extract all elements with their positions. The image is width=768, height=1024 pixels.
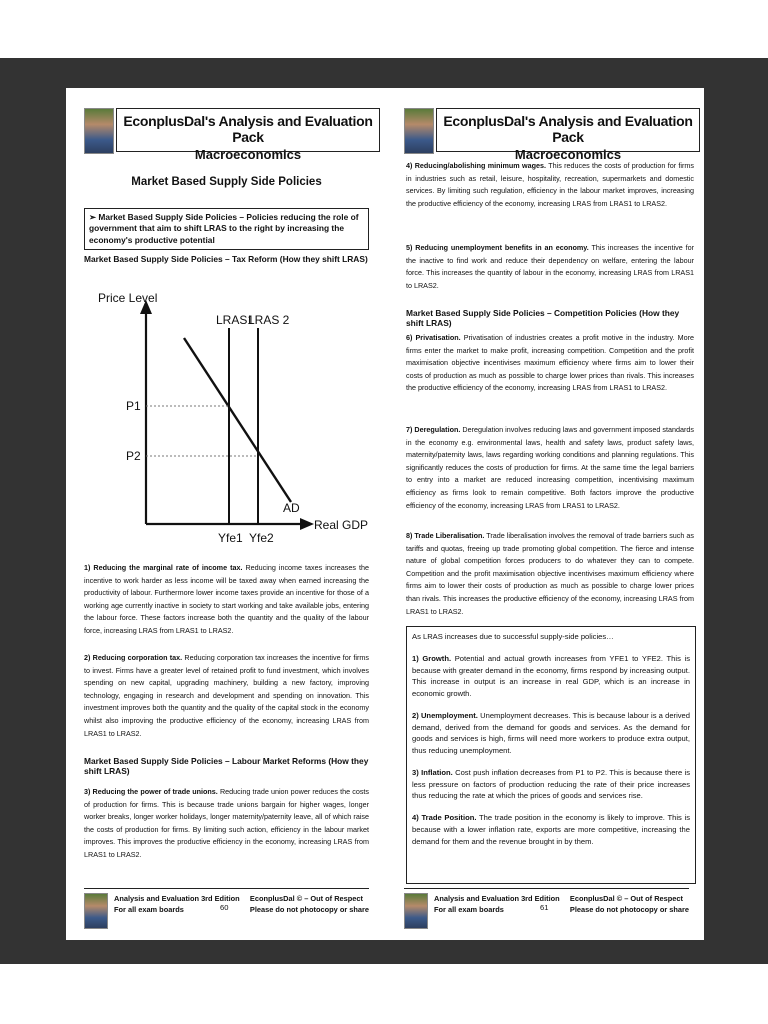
labour-market-heading: Market Based Supply Side Policies – Labour Market Reforms (How they shift LRAS) [84,756,369,776]
header-title-box [116,108,380,162]
ad-label: AD [283,501,300,515]
box-trade-position: 4) Trade Position. The trade position in the economy is likely to improve. This is because with a lower inflation rate, exports are more competitive, increasing the demand for them and the revenue brought in by them. [412,813,690,846]
paragraph-corporation-tax: 2) Reducing corporation tax. Reducing corporation tax increases the incentive for firms to invest. Firms have a greater level of retained profit to fund investment, which involves spending on new capital, upgrading machinery, building a new factory, improving technology, engaging in research and development and spending on innovation. This investment improves both the quantity and the quality of the capital stock in the economy whilst also improving the productive efficiency of the economy, increasing LRAS from LRAS1 to LRAS2. [84,653,369,738]
section-title: Market Based Supply Side Policies [131,176,322,188]
yfe2-label: Yfe2 [249,531,274,545]
paragraph-trade-liberalisation: 8) Trade Liberalisation. Trade liberalisation involves the removal of trade barriers such as tariffs and quotas, freeing up trade promoting global competition. The fierce and intense nature of global competition forces producers to do whatever they can to compete. Competition and the profit maximisation objective incentivises maximum efficiency where firms aim to lower their costs of production as much as possible to charge lower prices than rivals. This increases the productive efficiency of the economy, increasing LRAS from LRAS1 to LRAS2. [406,531,694,616]
header-title: EconplusDal's Analysis and Evaluation Pack [443,113,693,145]
box-unemployment: 2) Unemployment. Unemployment decreases. This is because labour is a derived demand, derived from the demand for goods and services. As the demand for goods and services is high, firms will need more workers to produce extra output, thus reducing unemployment. [412,710,691,756]
page-60 [66,88,381,940]
ad-curve [184,338,291,502]
page-header [404,106,693,162]
box-inflation: 3) Inflation. Cost push inflation decreases from P1 to P2. This is because there is less pressure on factors of production reducing the rate of their price increases thus reducing the rate at which the prices of goods and services rise. [412,767,691,801]
p1-label: P1 [126,399,141,413]
header-subtitle: Macroeconomics [194,147,302,162]
page-spread [66,88,704,940]
lras-effects-box [406,626,696,884]
header-title-box [436,108,700,162]
p2-label: P2 [126,449,141,463]
yfe1-label: Yfe1 [218,531,243,545]
page-number: 61 [540,903,549,912]
box-intro: As LRAS increases due to successful supply-side policies… [412,632,614,641]
page-number: 60 [220,903,229,912]
competition-policies-heading: Market Based Supply Side Policies – Competition Policies (How they shift LRAS) [406,308,680,328]
header-subtitle: Macroeconomics [514,147,622,162]
footer-copyright: EconplusDal © – Out of Respect Please do not photocopy or share [249,894,369,915]
paragraph-minimum-wages: 4) Reducing/abolishing minimum wages. This reduces the costs of production for firms in industries such as retail, leisure, hospitality, recreation, supermarkets and domestic services. By limiting such regulation, efficiency in the labour market improves, increasing the productive efficiency of the economy, increasing LRAS from LRAS1 to LRAS2. [406,161,694,208]
box-growth: 1) Growth. Potential and actual growth increases from YFE1 to YFE2. This is because with greater demand in the economy, firms respond by increasing output. This increase in output is an increase in real GDP, which is an increase in economic growth. [412,653,690,699]
paragraph-trade-unions: 3) Reducing the power of trade unions. Reducing trade union power reduces the costs of production for firms. This is because trade unions bargain for higher wages, longer worker breaks, longer worker holidays, longer maternity/paternity leave, all of which raise the costs of production for firms. By limiting such action, efficiency in the labour market improves. This improves the productive efficiency in the economy, increasing LRAS from LRAS1 to LRAS2. [84,787,370,859]
paragraph-deregulation: 7) Deregulation. Deregulation involves reducing laws and government imposed standards in the economy e.g. environmental laws, health and safety laws, product safety laws, maternity/paternity laws, laws regarding working conditions and planning regulations. This significantly reduces the costs of production for firms. At the same time the legal barriers to entry into a market are reduced increasing competition, incentivising maximum efficiency as firms look to remain competitive. Both factors improve the productive efficiency of the economy, increasing LRAS from LRAS1 to LRAS2. [406,425,694,510]
page-footer [84,888,369,931]
footer-edition: Analysis and Evaluation 3rd Edition For all exam boards [114,894,240,915]
page-header [84,106,373,162]
y-axis-label: Price Level [98,291,158,305]
footer-copyright: EconplusDal © – Out of Respect Please do not photocopy or share [569,894,689,915]
lras1-label: LRAS1 [216,313,255,327]
definition-box: ➢ Market Based Supply Side Policies – Policies reducing the role of government that aim to shift LRAS to the right by increasing the economy's productive potential [84,208,369,250]
x-axis-label: Real GDP [314,518,369,532]
lras-shift-diagram [86,284,376,554]
footer-author-photo [404,893,428,929]
author-photo [84,108,114,154]
paragraph-privatisation: 6) Privatisation. Privatisation of industries creates a profit motive in the industry. More firms enter the market to make profit, increasing competition. Competition and the profit maximisation objective incentivises maximum efficiency where firms aim to lower their costs of production as much as possible to charge lower prices than rivals. This increases the productive efficiency of the economy, increasing LRAS from LRAS1 to LRAS2. [406,333,694,393]
paragraph-unemployment-benefits: 5) Reducing unemployment benefits in an economy. This increases the incentive for the inactive to find work and reduce their dependency on welfare, entering the labour force. This increases the quantity of labour in the economy, increasing LRAS from LRAS1 to LRAS2. [406,243,694,290]
lras2-label: LRAS 2 [248,313,290,327]
x-axis-arrow [300,518,314,530]
page-footer [404,888,689,931]
footer-edition: Analysis and Evaluation 3rd Edition For all exam boards [434,894,560,915]
page-61 [386,88,701,940]
header-title: EconplusDal's Analysis and Evaluation Pack [123,113,373,145]
tax-reform-heading: Market Based Supply Side Policies – Tax Reform (How they shift LRAS) [84,254,368,264]
author-photo [404,108,434,154]
footer-author-photo [84,893,108,929]
paragraph-income-tax: 1) Reducing the marginal rate of income tax. Reducing income taxes increases the incentive to work harder as less income will be taxed away when earned increasing the productivity of labour. Furthermore lower income taxes provide an incentive for those of a working age currently inactive in society to start working and take available jobs, entering the labour force. These factors increase both the quantity and the quality of the labour force, increasing LRAS from LRAS1 to LRAS2. [84,563,369,635]
